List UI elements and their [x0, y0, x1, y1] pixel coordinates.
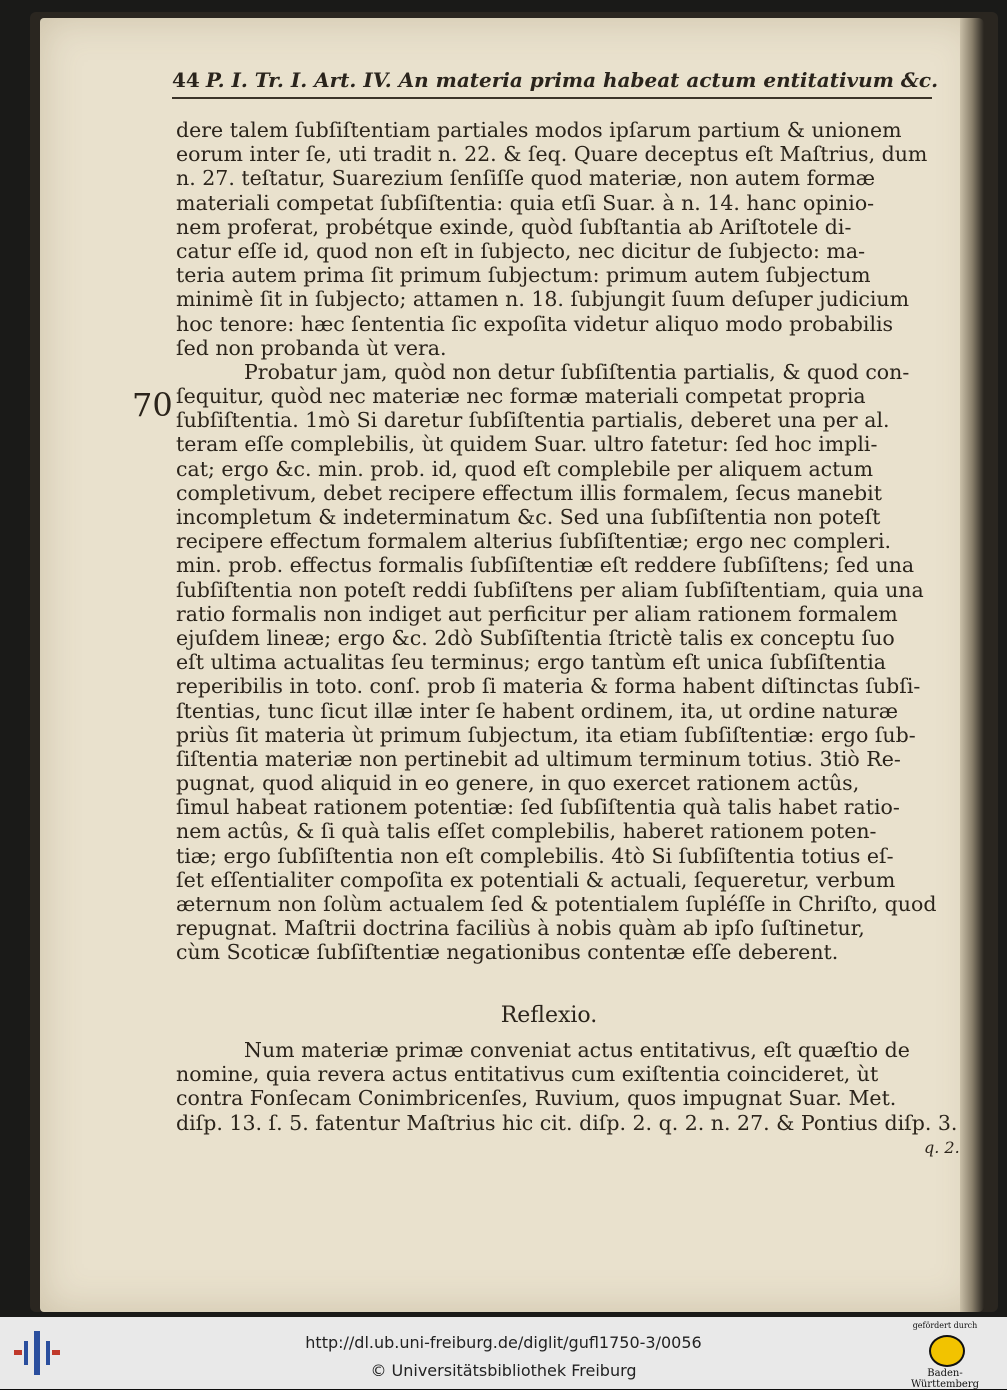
text-line: hoc tenore: hæc ſententia ſic expoſita videtur aliquo modo probabilis: [176, 311, 894, 336]
header-rule: [172, 97, 932, 99]
text-line: teram eſſe complebilis, ùt quidem Suar. ultro fatetur: ſed hoc impli-: [176, 432, 878, 457]
text-line: incompletum & indeterminatum &c. Sed una ſubſiſtentia non poteſt: [176, 505, 881, 529]
text-line: n. 27. teſtatur, Suarezium ſenſiſſe quod materiæ, non autem formæ: [176, 166, 876, 191]
funder-block: [895, 1321, 995, 1390]
text-line: teria autem prima ſit primum ſubjectum: primum autem ſubjectum: [176, 263, 871, 288]
text-line: diſp. 13. ſ. 5. fatentur Maſtrius hic cit. diſp. 2. q. 2. n. 27. & Pontius diſp. 3.: [176, 1110, 958, 1135]
text-line: materiali competat ſubſiſtentia: quia etſi Suar. à n. 14. hanc opinio-: [176, 190, 875, 215]
text-line: recipere effectum formalem alterius ſubſiſtentiæ; ergo nec compleri.: [176, 529, 892, 554]
text-line: ſed non probanda ùt vera.: [176, 335, 447, 360]
text-line: nem proferat, probétque exinde, quòd ſubſtantia ab Ariſtotele di-: [176, 214, 852, 239]
text-line: eſt ultima actualitas ſeu terminus; ergo tantùm eſt unica ſubſiſtentia: [176, 650, 886, 675]
text-line: eorum inter ſe, uti tradit n. 22. & ſeq. Quare deceptus eſt Maſtrius, dum: [176, 142, 928, 167]
text-line: ſubſiſtentia non poteſt reddi ſubſiſtens per aliam ſubſiſtentiam, quia una: [176, 577, 924, 602]
body-text-reflexio: [176, 1038, 958, 1135]
text-line: ſubſiſtentia. 1mò Si daretur ſubſiſtentia partialis, deberet una per al.: [176, 408, 890, 433]
text-line: ſet eſſentialiter compoſita ex potentiali & actuali, ſequeretur, verbum: [176, 867, 896, 892]
text-line: dere talem ſubſiſtentiam partiales modos ipſarum partium & unionem: [176, 118, 902, 142]
text-line: min. prob. effectus formalis ſubſiſtentiæ eſt reddere ſubſiſtens; ſed una: [176, 553, 915, 578]
text-line: completivum, debet recipere effectum illis formalem, ſecus manebit: [176, 480, 882, 505]
copyright: © Universitätsbibliothek Freiburg: [370, 1361, 637, 1380]
text-line: ſimul habeat rationem potentiæ: ſed ſubſiſtentia quà talis habet ratio-: [176, 795, 900, 820]
running-head: [172, 68, 939, 92]
text-line: cat; ergo &c. min. prob. id, quod eſt complebile per aliquem actum: [176, 456, 874, 481]
catchword: q. 2.: [924, 1138, 960, 1157]
section-heading: Reflexio.: [500, 1003, 598, 1028]
funder-label: gefördert durch: [912, 1321, 978, 1330]
text-line: reperibilis in toto. conſ. prob ſi materia & forma habent diſtinctas ſubſi-: [176, 674, 921, 699]
text-line: nem actûs, & ſi quà talis eſſet complebilis, haberet rationem poten-: [176, 819, 877, 844]
text-line: æternum non ſolùm actualem ſed & potentialem ſupléſſe in Chriſto, quod: [176, 892, 937, 916]
text-line: tiæ; ergo ſubſiſtentia non eſt complebilis. 4tò Si ſubſiſtentia totius eſ-: [176, 843, 894, 868]
baden-wuerttemberg-crest-icon: [929, 1335, 965, 1367]
text-line: ratio formalis non indiget aut perficitur per aliam rationem formalem: [176, 601, 898, 626]
text-line: Probatur jam, quòd non detur ſubſiſtentia partialis, & quod con-: [244, 359, 910, 384]
margin-number: 70: [132, 386, 173, 424]
text-line: Num materiæ primæ conveniat actus entitativus, eſt quæſtio de: [244, 1038, 910, 1062]
text-line: catur eſſe id, quod non eſt in ſubjecto, nec dicitur de ſubjecto: ma-: [176, 238, 865, 263]
text-line: nomine, quia revera actus entitativus cum exiſtentia coincideret, ùt: [176, 1062, 879, 1087]
funder-name: Baden-Württemberg: [910, 1368, 980, 1390]
text-line: contra Fonſecam Conimbricenſes, Ruvium, quos impugnat Suar. Met.: [176, 1086, 897, 1111]
text-line: priùs ſit materia ùt primum ſubjectum, ita etiam ſubſiſtentiæ: ergo ſub-: [176, 722, 916, 747]
viewer-footer: [0, 1317, 1007, 1389]
page-spine: [960, 18, 984, 1312]
text-line: pugnat, quod aliquid in eo genere, in quo exercet rationem actûs,: [176, 771, 860, 796]
running-head-title: P. I. Tr. I. Art. IV. An materia prima habeat actum entitativum &c.: [205, 68, 939, 92]
text-line: ſequitur, quòd nec materiæ nec formæ materiali competat propria: [176, 384, 866, 409]
text-line: cùm Scoticæ ſubſiſtentiæ negationibus contentæ eſſe deberent.: [176, 940, 839, 965]
text-line: ejuſdem lineæ; ergo &c. 2dò Subſiſtentia ſtrictè talis ex conceptu ſuo: [176, 625, 895, 650]
text-line: minimè ſit in ſubjecto; attamen n. 18. ſubjungit ſuum deſuper judicium: [176, 287, 910, 312]
body-text: [176, 118, 936, 965]
page-number: 44: [172, 68, 200, 92]
permalink[interactable]: http://dl.ub.uni-freiburg.de/diglit/gufl1750-3/0056: [305, 1333, 702, 1352]
text-line: repugnat. Maſtrii doctrina faciliùs à nobis quàm ab ipſo ſuſtinetur,: [176, 916, 865, 941]
text-line: ſiſtentia materiæ non pertinebit ad ultimum terminum totius. 3tiò Re-: [176, 746, 901, 771]
text-line: ſtentias, tunc ſicut illæ inter ſe habent ordinem, ita, ut ordine naturæ: [176, 698, 898, 723]
